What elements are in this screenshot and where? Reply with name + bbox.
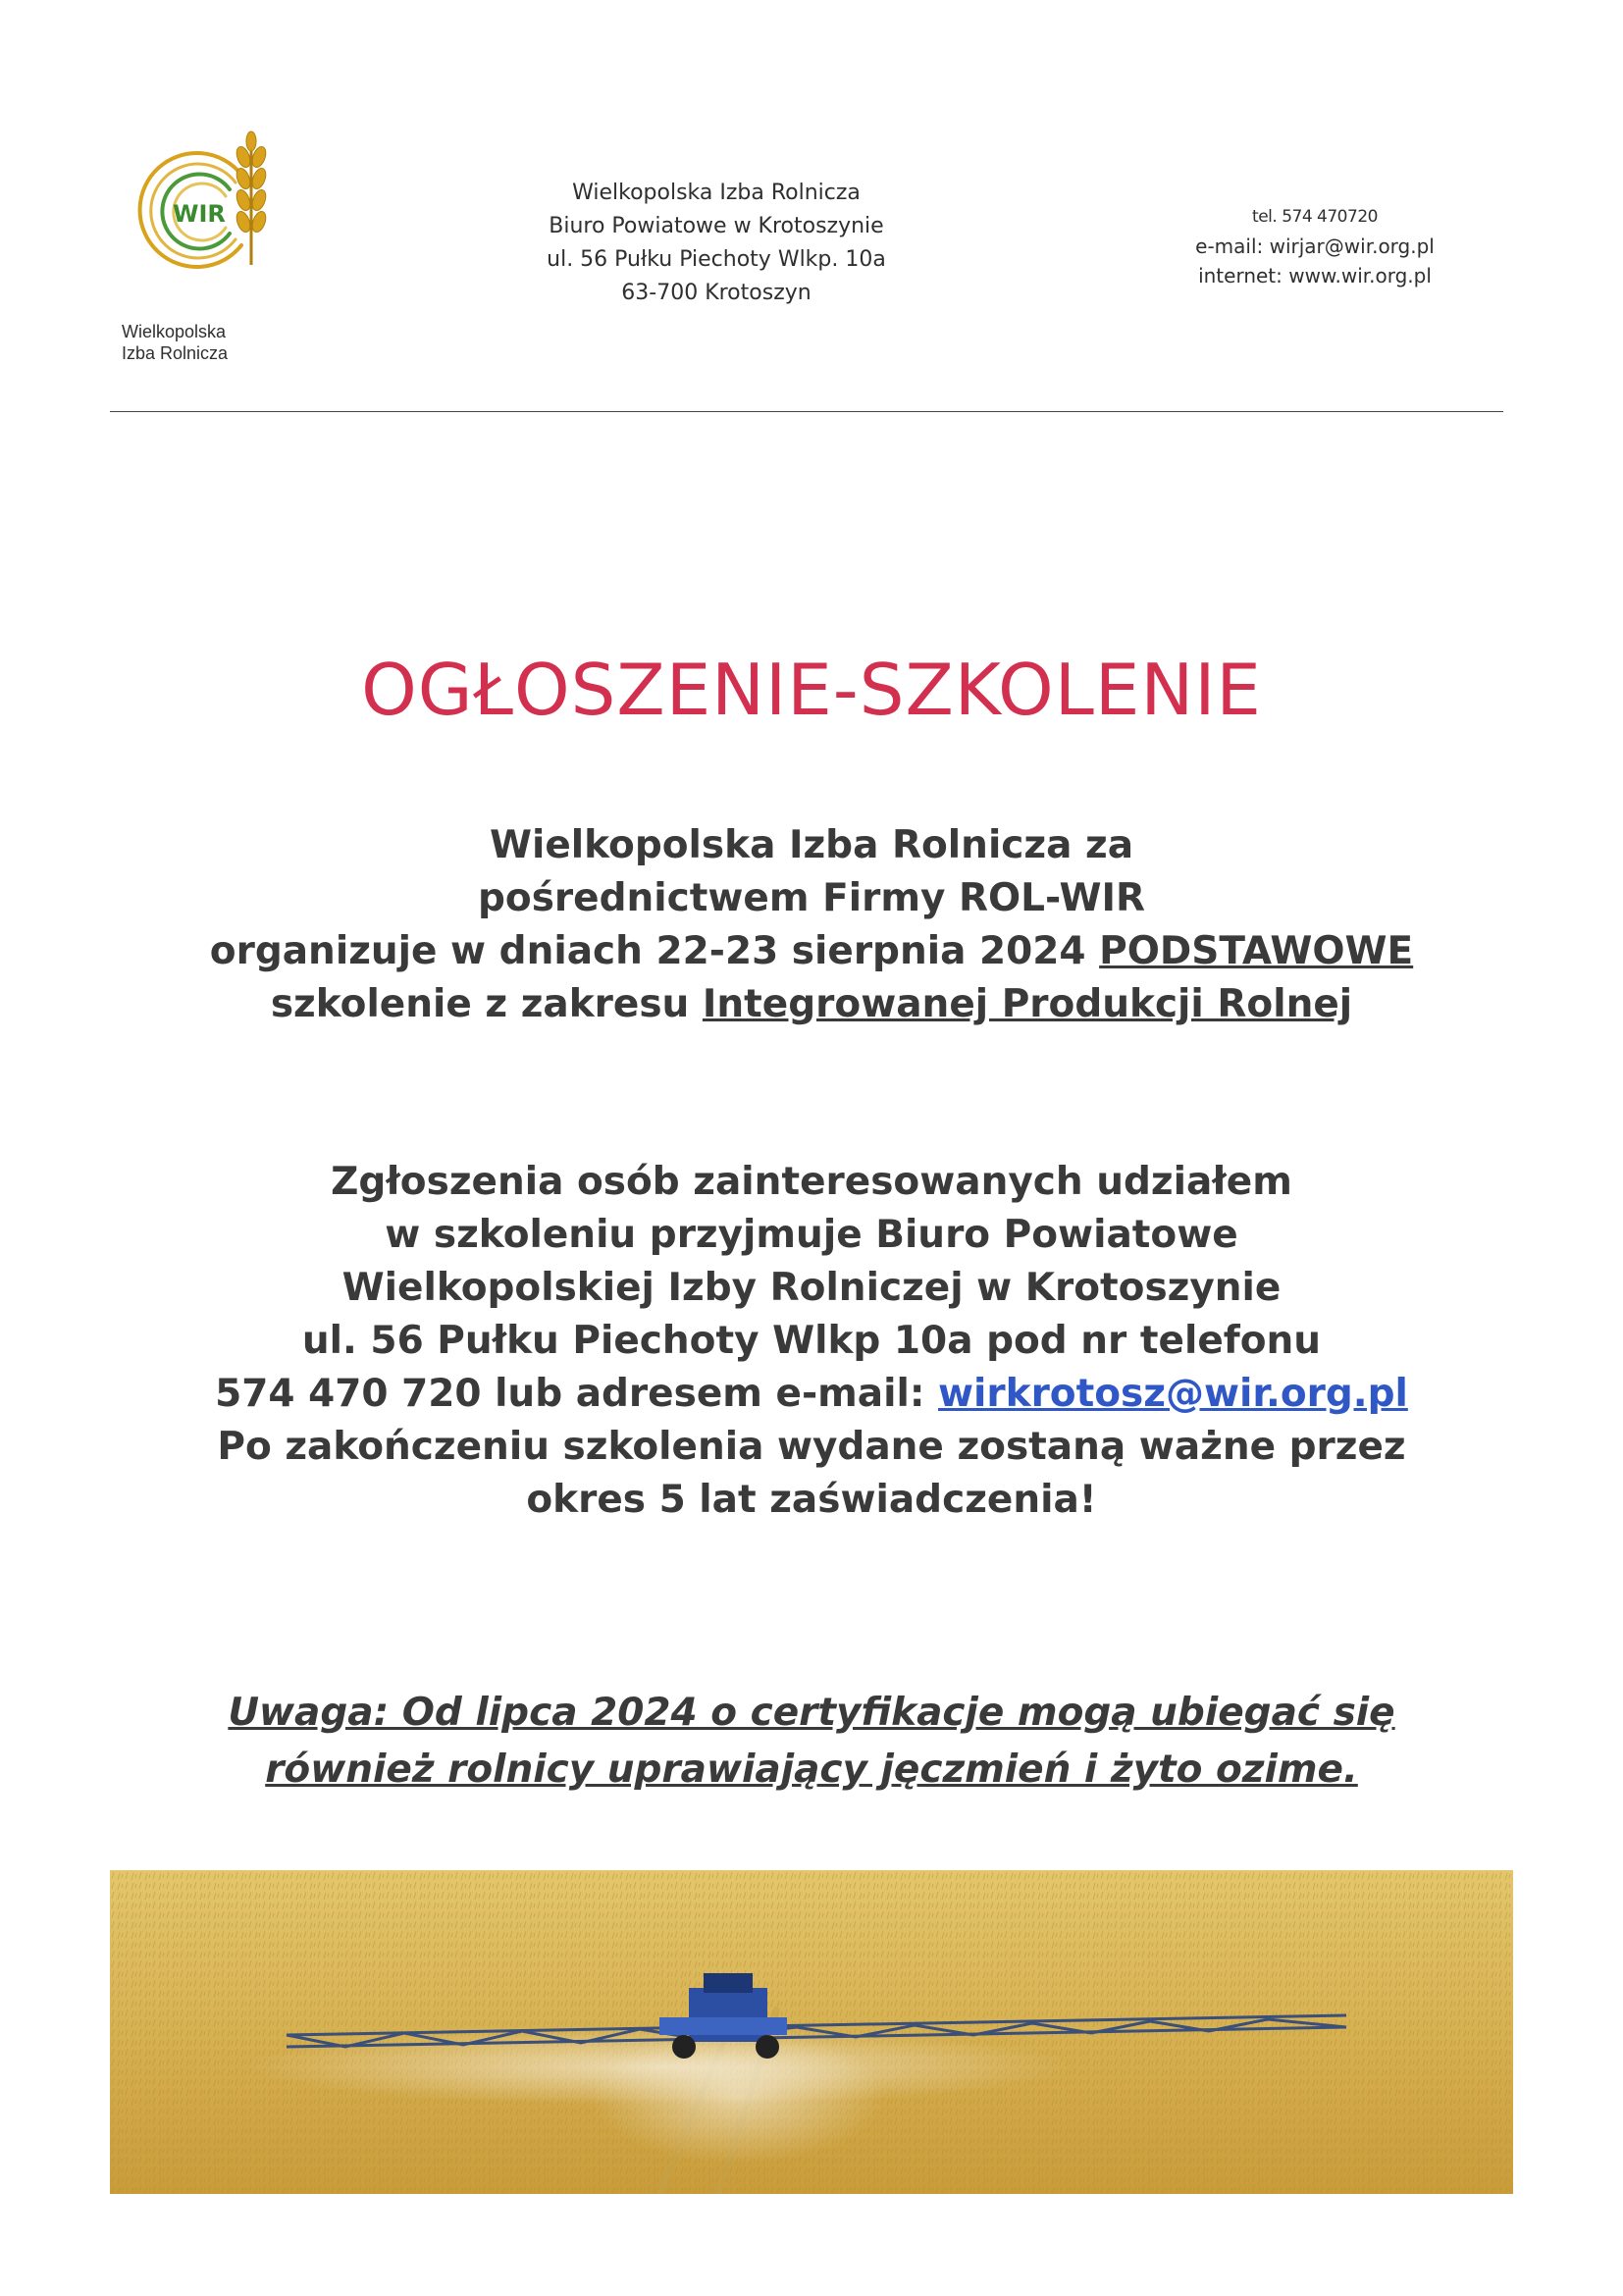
contact-email: e-mail: wirjar@wir.org.pl — [1195, 235, 1435, 258]
logo-caption-line: Wielkopolska — [122, 322, 227, 341]
registration-email-link[interactable]: wirkrotosz@wir.org.pl — [938, 1372, 1408, 1416]
office-address — [422, 177, 1011, 310]
registration-paragraph — [0, 1156, 1623, 1527]
training-topic: Integrowanej Produkcji Rolnej — [702, 982, 1353, 1026]
field-sprayer-photo — [110, 1870, 1513, 2194]
registration-line: Po zakończeniu szkolenia wydane zostaną ważne przez — [217, 1425, 1406, 1469]
training-level: PODSTAWOWE — [1099, 929, 1414, 973]
announcement-paragraph — [0, 819, 1623, 1031]
logo-caption-line: Izba Rolnicza — [122, 343, 229, 363]
field-sprayer-image — [110, 1870, 1513, 2194]
address-line: Wielkopolska Izba Rolnicza — [572, 181, 861, 205]
notice-line: również rolnicy uprawiający jęczmień i żyto ozime. — [265, 1748, 1358, 1792]
registration-line: ul. 56 Pułku Piechoty Wlkp 10a pod nr telefonu — [301, 1319, 1322, 1363]
registration-line — [0, 1368, 1623, 1421]
contact-phone: tel. 574 470720 — [1252, 207, 1378, 227]
registration-line: w szkoleniu przyjmuje Biuro Powiatowe — [385, 1213, 1238, 1257]
announcement-line — [0, 925, 1623, 978]
announcement-text: organizuje w dniach 22-23 sierpnia 2024 — [209, 929, 1100, 973]
notice-line: Uwaga: Od lipca 2024 o certyfikacje mogą ubiegać się — [228, 1691, 1395, 1735]
contact-website: internet: www.wir.org.pl — [1198, 264, 1432, 287]
header-divider — [110, 411, 1503, 412]
registration-line: Zgłoszenia osób zainteresowanych udziałem — [331, 1160, 1292, 1204]
wheat-ear-icon — [116, 128, 273, 275]
address-line: ul. 56 Pułku Piechoty Wlkp. 10a — [547, 247, 886, 272]
logo-caption — [122, 321, 288, 364]
logo-badge-text: WIR — [173, 200, 226, 228]
wir-logo — [116, 128, 273, 275]
registration-line: okres 5 lat zaświadczenia! — [526, 1478, 1097, 1522]
registration-line: Wielkopolskiej Izby Rolniczej w Krotoszynie — [341, 1266, 1282, 1310]
address-line: 63-700 Krotoszyn — [621, 281, 812, 305]
contact-block — [1089, 202, 1541, 290]
page-title: OGŁOSZENIE-SZKOLENIE — [361, 649, 1262, 731]
address-line: Biuro Powiatowe w Krotoszynie — [549, 214, 884, 238]
announcement-line: Wielkopolska Izba Rolnicza za — [489, 823, 1134, 867]
notice-paragraph — [0, 1685, 1623, 1799]
announcement-line: pośrednictwem Firmy ROL-WIR — [477, 876, 1146, 920]
announcement-line — [0, 978, 1623, 1031]
registration-text: 574 470 720 lub adresem e-mail: — [215, 1372, 938, 1416]
announcement-text: szkolenie z zakresu — [270, 982, 703, 1026]
